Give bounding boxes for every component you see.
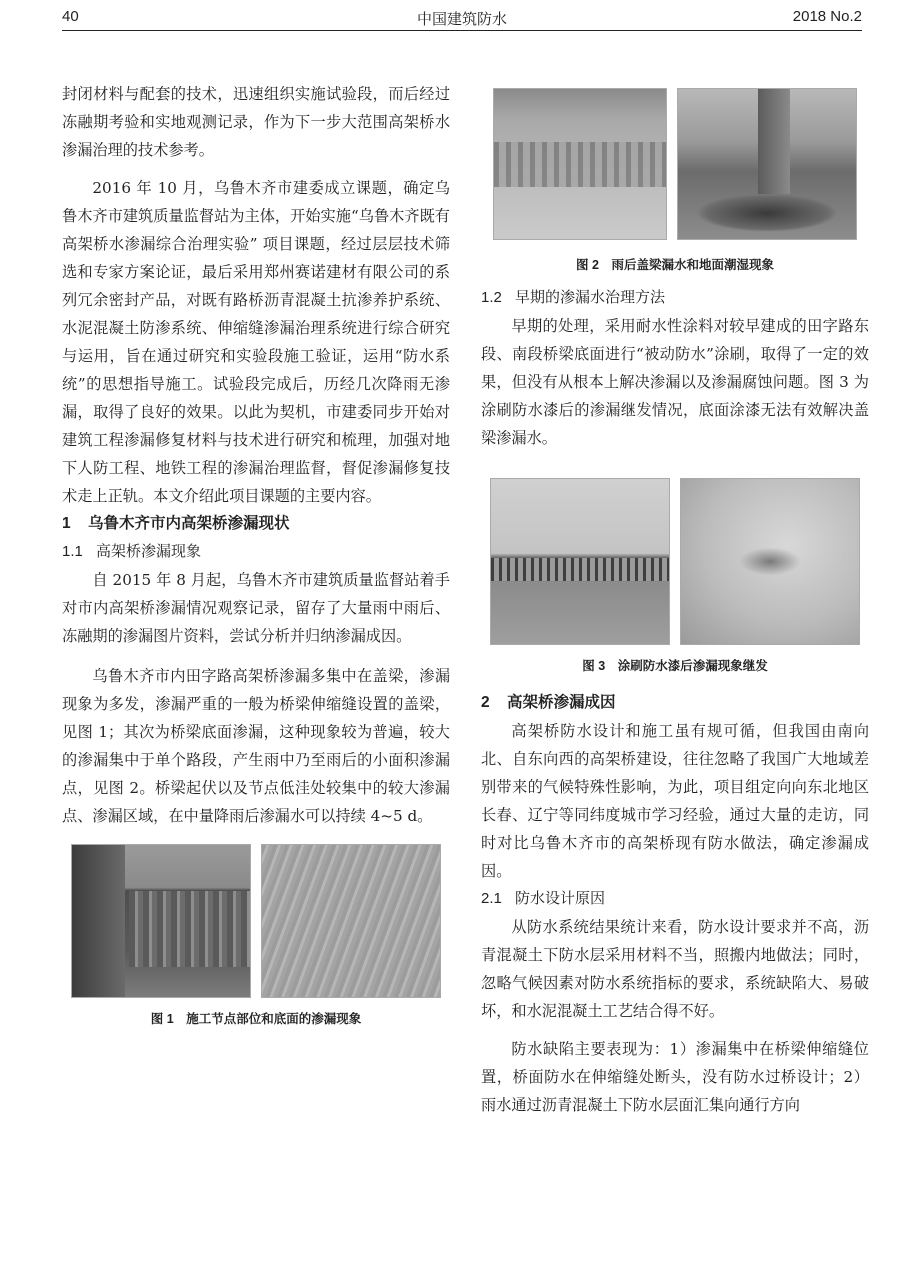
left-column xyxy=(62,80,450,1028)
page-number: 40 xyxy=(62,8,79,25)
figure-2-caption: 图 2 雨后盖梁漏水和地面潮湿现象 xyxy=(576,258,774,272)
paragraph: 从防水系统结果统计来看，防水设计要求并不高，沥青混凝土下防水层采用材料不当，照搬内地做法；同时，忽略气候因素对防水系统指标的要求，系统缺陷大、易破坏，和水泥混凝土工艺结合得不好。 xyxy=(481,918,869,1020)
right-column xyxy=(481,88,869,1119)
figure-3-photo-painted-underside xyxy=(490,478,670,645)
paragraph: 封闭材料与配套的技术，迅速组织实施试验段，而后经过冻融期考验和实地观测记录，作为下一步大范围高架桥水渗漏治理的技术参考。 xyxy=(62,85,450,159)
figure-1 xyxy=(62,844,450,998)
figure-3-photo-stain-spread xyxy=(680,478,860,645)
figure-1-photo-bridge-underside xyxy=(261,844,441,998)
section-heading-1-2: 1.2 早期的渗漏水治理方法 xyxy=(481,289,666,306)
figure-3-caption: 图 3 涂刷防水漆后渗漏现象继发 xyxy=(582,659,768,673)
issue-number: 2018 No.2 xyxy=(792,8,862,25)
paragraph: 防水缺陷主要表现为：1）渗漏集中在桥梁伸缩缝位置，桥面防水在伸缩缝处断头，没有防水过桥设计；2）雨水通过沥青混凝土下防水层面汇集向通行方向 xyxy=(481,1040,869,1114)
paragraph: 自 2015 年 8 月起，乌鲁木齐市建筑质量监督站着手对市内高架桥渗漏情况观察记录，留存了大量雨中雨后、冻融期的渗漏图片资料，尝试分析并归纳渗漏成因。 xyxy=(62,571,450,645)
figure-2-photo-wet-ground xyxy=(677,88,857,240)
figure-2 xyxy=(481,88,869,240)
section-heading-1-1: 1.1 高架桥渗漏现象 xyxy=(62,543,202,560)
journal-title: 中国建筑防水 xyxy=(416,11,507,28)
section-heading-1: 1 乌鲁木齐市内高架桥渗漏现状 xyxy=(62,515,290,532)
paragraph: 2016 年 10 月，乌鲁木齐市建委成立课题，确定乌鲁木齐市建筑质量监督站为主体，开始实施“乌鲁木齐既有高架桥水渗漏综合治理实验” 项目课题，经过层层技术筛选和专家方案论证，最后采用郑州赛诺建材有限公司的系列冗余密封产品，对既有路桥沥青混凝土抗渗养护系统、水泥混凝土防渗系统、伸缩缝渗漏治理系统进行综合研究与运用，旨在通过研究和实验段施工验证，运用“防水系统”的思想指导施工。试验段完成后，历经几次降雨无渗漏，取得了良好的效果。以此为契机，市建委同步开始对建筑工程渗漏修复材料与技术进行研究和梳理，加强对地下人防工程、地铁工程的渗漏治理监督，督促渗漏修复技术走上正轨。本文介绍此项目课题的主要内容。 xyxy=(62,179,450,505)
section-heading-2: 2 高架桥渗漏成因 xyxy=(481,694,616,711)
header-rule xyxy=(62,30,862,31)
figure-1-caption: 图 1 施工节点部位和底面的渗漏现象 xyxy=(150,1012,362,1026)
figure-2-photo-cap-beam-leak xyxy=(493,88,667,240)
paragraph: 早期的处理，采用耐水性涂料对较早建成的田字路东段、南段桥梁底面进行“被动防水”涂刷，取得了一定的效果，但没有从根本上解决渗漏以及渗漏腐蚀问题。图 3 为涂刷防水漆后的渗漏继发情况，底面涂漆无法有效解决盖梁渗漏水。 xyxy=(481,317,869,447)
section-heading-2-1: 2.1 防水设计原因 xyxy=(481,890,606,907)
figure-3 xyxy=(481,478,869,645)
figure-1-photo-construction-joint xyxy=(71,844,251,998)
paragraph: 高架桥防水设计和施工虽有规可循，但我国由南向北、自东向西的高架桥建设，往往忽略了我国广大地域差别带来的气候特殊性影响，为此，项目组定向向东北地区长春、辽宁等同纬度城市学习经验，通过大量的走访，同时对比乌鲁木齐市的高架桥现有防水做法，确定渗漏成因。 xyxy=(481,722,869,880)
paragraph: 乌鲁木齐市内田字路高架桥渗漏多集中在盖梁，渗漏现象为多发，渗漏严重的一般为桥梁伸缩缝设置的盖梁，见图 1；其次为桥梁底面渗漏，这种现象较为普遍，较大的渗漏集中于单个路段，产生雨中乃至雨后的小面积渗漏点，见图 2。桥梁起伏以及节点低洼处较集中的较大渗漏点、渗漏区域，在中量降雨后渗漏水可以持续 4~5 d。 xyxy=(62,667,450,825)
